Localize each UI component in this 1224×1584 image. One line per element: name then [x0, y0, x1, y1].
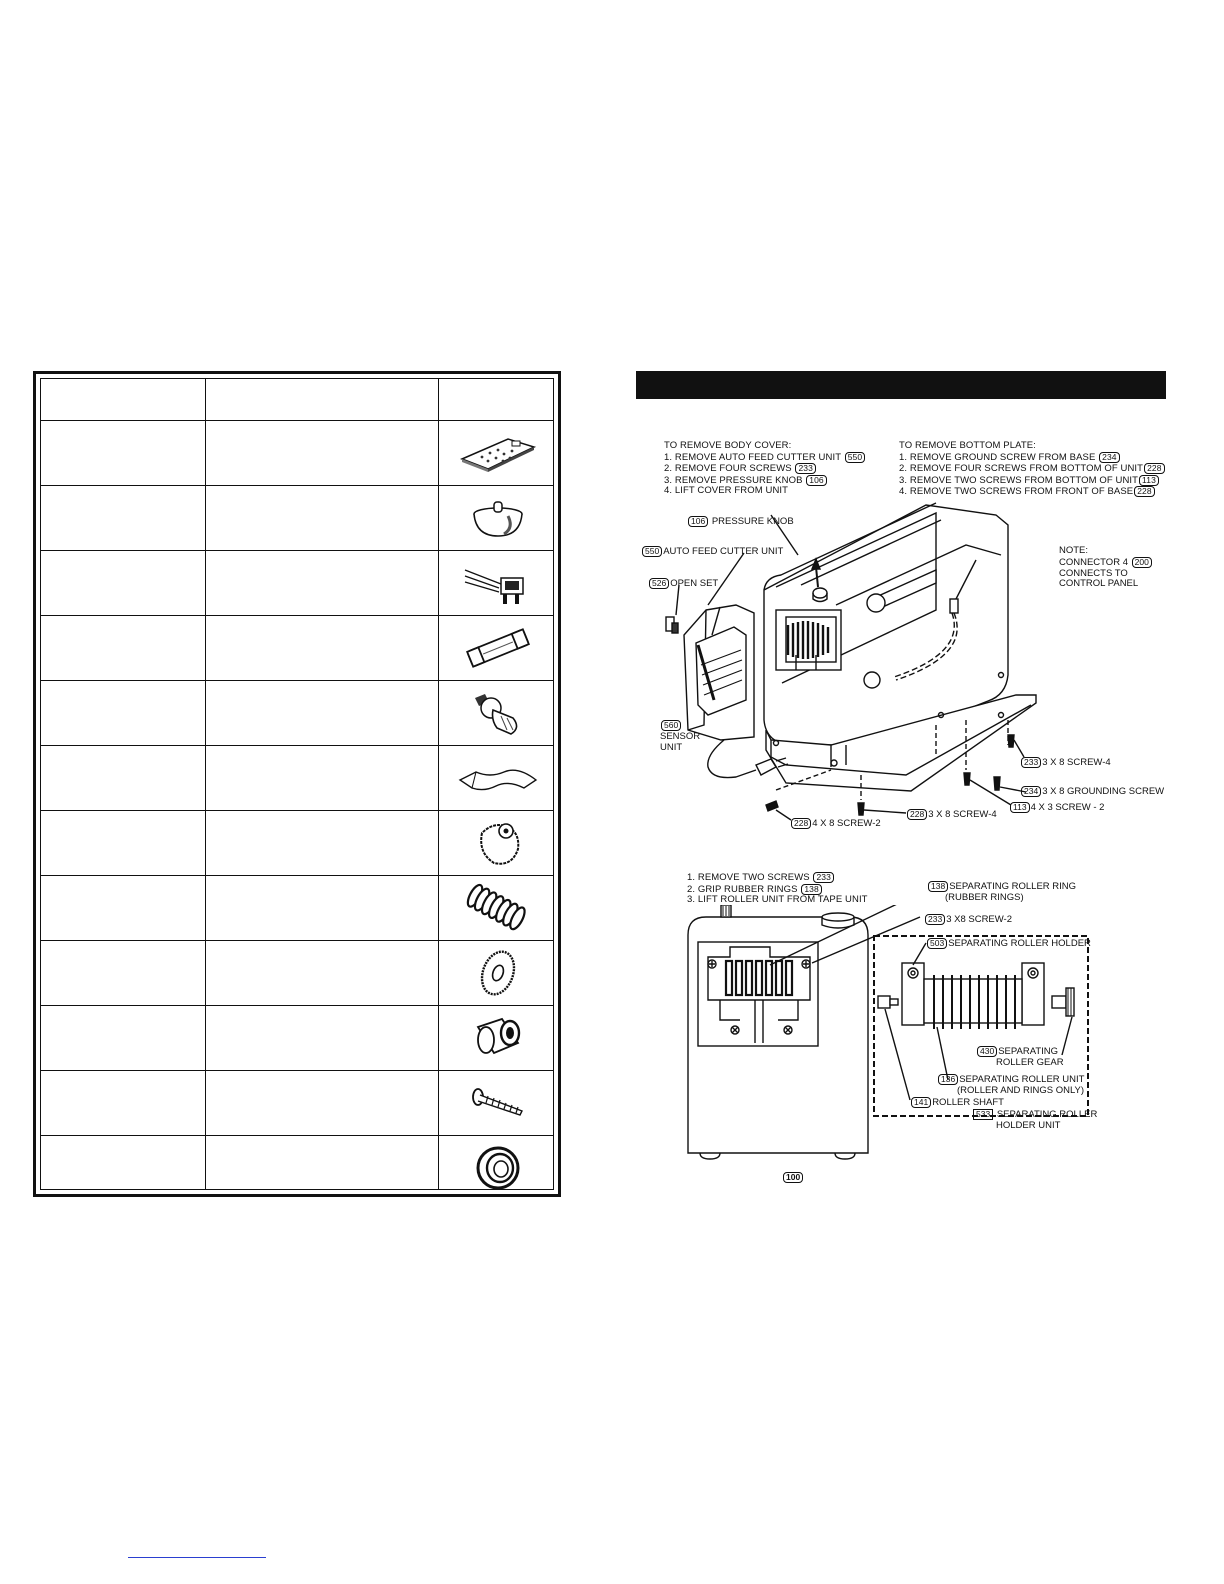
fuse-icon [439, 616, 557, 680]
figure-tag: 100 [782, 1172, 804, 1184]
table-row [41, 811, 553, 876]
gear-icon [439, 941, 557, 1005]
table-row [41, 486, 553, 551]
label-separating-roller-ring: 138 SEPARATING ROLLER RING (RUBBER RINGS) [927, 881, 1076, 903]
parts-table [33, 371, 561, 1197]
bushing-icon [439, 1006, 557, 1070]
label-separating-roller-gear: 430 SEPARATING ROLLER GEAR [976, 1046, 1064, 1068]
cam-icon [439, 811, 557, 875]
bottom-plate-instructions: TO REMOVE BOTTOM PLATE: 1. REMOVE GROUND SCREW FROM BASE 234 2. REMOVE FOUR SCREWS FROM BOTTOM OF UNIT 228 3. REMOVE TWO SCREWS FROM BOTTOM OF UNIT 113 4. REMOVE TWO SCREWS FROM FRONT OF BASE 228 [899, 441, 1166, 498]
lamp-socket-icon [439, 681, 557, 745]
roller-instructions: 1. REMOVE TWO SCREWS 233 2. GRIP RUBBER RINGS 138 3. LIFT ROLLER UNIT FROM TAPE UNIT [687, 872, 868, 906]
label-separating-roller-unit: 136 SEPARATING ROLLER UNIT (ROLLER AND RINGS ONLY) [937, 1074, 1084, 1096]
label-separating-roller-holder: 503 SEPARATING ROLLER HOLDER [926, 938, 1091, 950]
table-row [41, 1071, 553, 1136]
table-row [41, 681, 553, 746]
switch-icon [439, 551, 557, 615]
label-screw-233: 233 3 X 8 SCREW-4 [1020, 757, 1111, 769]
table-row [41, 941, 553, 1006]
screw-icon [439, 1071, 557, 1135]
parts-table-header [41, 379, 553, 421]
label-auto-feed-cutter-unit: 550 AUTO FEED CUTTER UNIT [641, 546, 783, 558]
grommet-icon [439, 1136, 557, 1200]
footer-link-underline[interactable] [128, 1557, 266, 1558]
table-row [41, 1006, 553, 1071]
flat-cable-icon [439, 746, 557, 810]
label-pressure-knob: 106 PRESSURE KNOB [687, 516, 794, 528]
label-roller-holder-unit: 533 SEPARATING ROLLER HOLDER UNIT [972, 1109, 1097, 1131]
label-note-connector: NOTE: CONNECTOR 4 200 CONNECTS TO CONTROL PANEL [1059, 546, 1153, 590]
bottom-plate-heading: TO REMOVE BOTTOM PLATE: [899, 440, 1036, 451]
label-screw-113: 113 4 X 3 SCREW - 2 [1009, 802, 1104, 814]
body-cover-instructions: TO REMOVE BODY COVER: 1. REMOVE AUTO FEED CUTTER UNIT 550 2. REMOVE FOUR SCREWS 233 3. REMOVE PRESSURE KNOB 106 4. LIFT COVER FROM UNIT [664, 441, 866, 497]
parts-table-grid [40, 378, 554, 1190]
label-roller-shaft: 141 ROLLER SHAFT [910, 1097, 1004, 1109]
label-screw-228-b: 228 4 X 8 SCREW-2 [790, 818, 881, 830]
label-screw-228-a: 228 3 X 8 SCREW-4 [906, 809, 997, 821]
table-row [41, 551, 553, 616]
table-row [41, 746, 553, 811]
label-roller-screw: 233 3 X8 SCREW-2 [924, 914, 1012, 926]
circuit-board-icon [439, 421, 557, 485]
table-row [41, 616, 553, 681]
table-row [41, 1136, 553, 1200]
table-row [41, 421, 553, 486]
body-cover-heading: TO REMOVE BODY COVER: [664, 440, 792, 451]
label-screw-234: 234 3 X 8 GROUNDING SCREW [1020, 786, 1164, 798]
table-row [41, 876, 553, 941]
spring-icon [439, 876, 557, 940]
label-sensor-unit: 560 SENSOR UNIT [660, 720, 701, 753]
dome-knob-icon [439, 486, 557, 550]
section-header-bar [636, 371, 1166, 399]
label-open-set: 526 OPEN SET [648, 578, 718, 590]
